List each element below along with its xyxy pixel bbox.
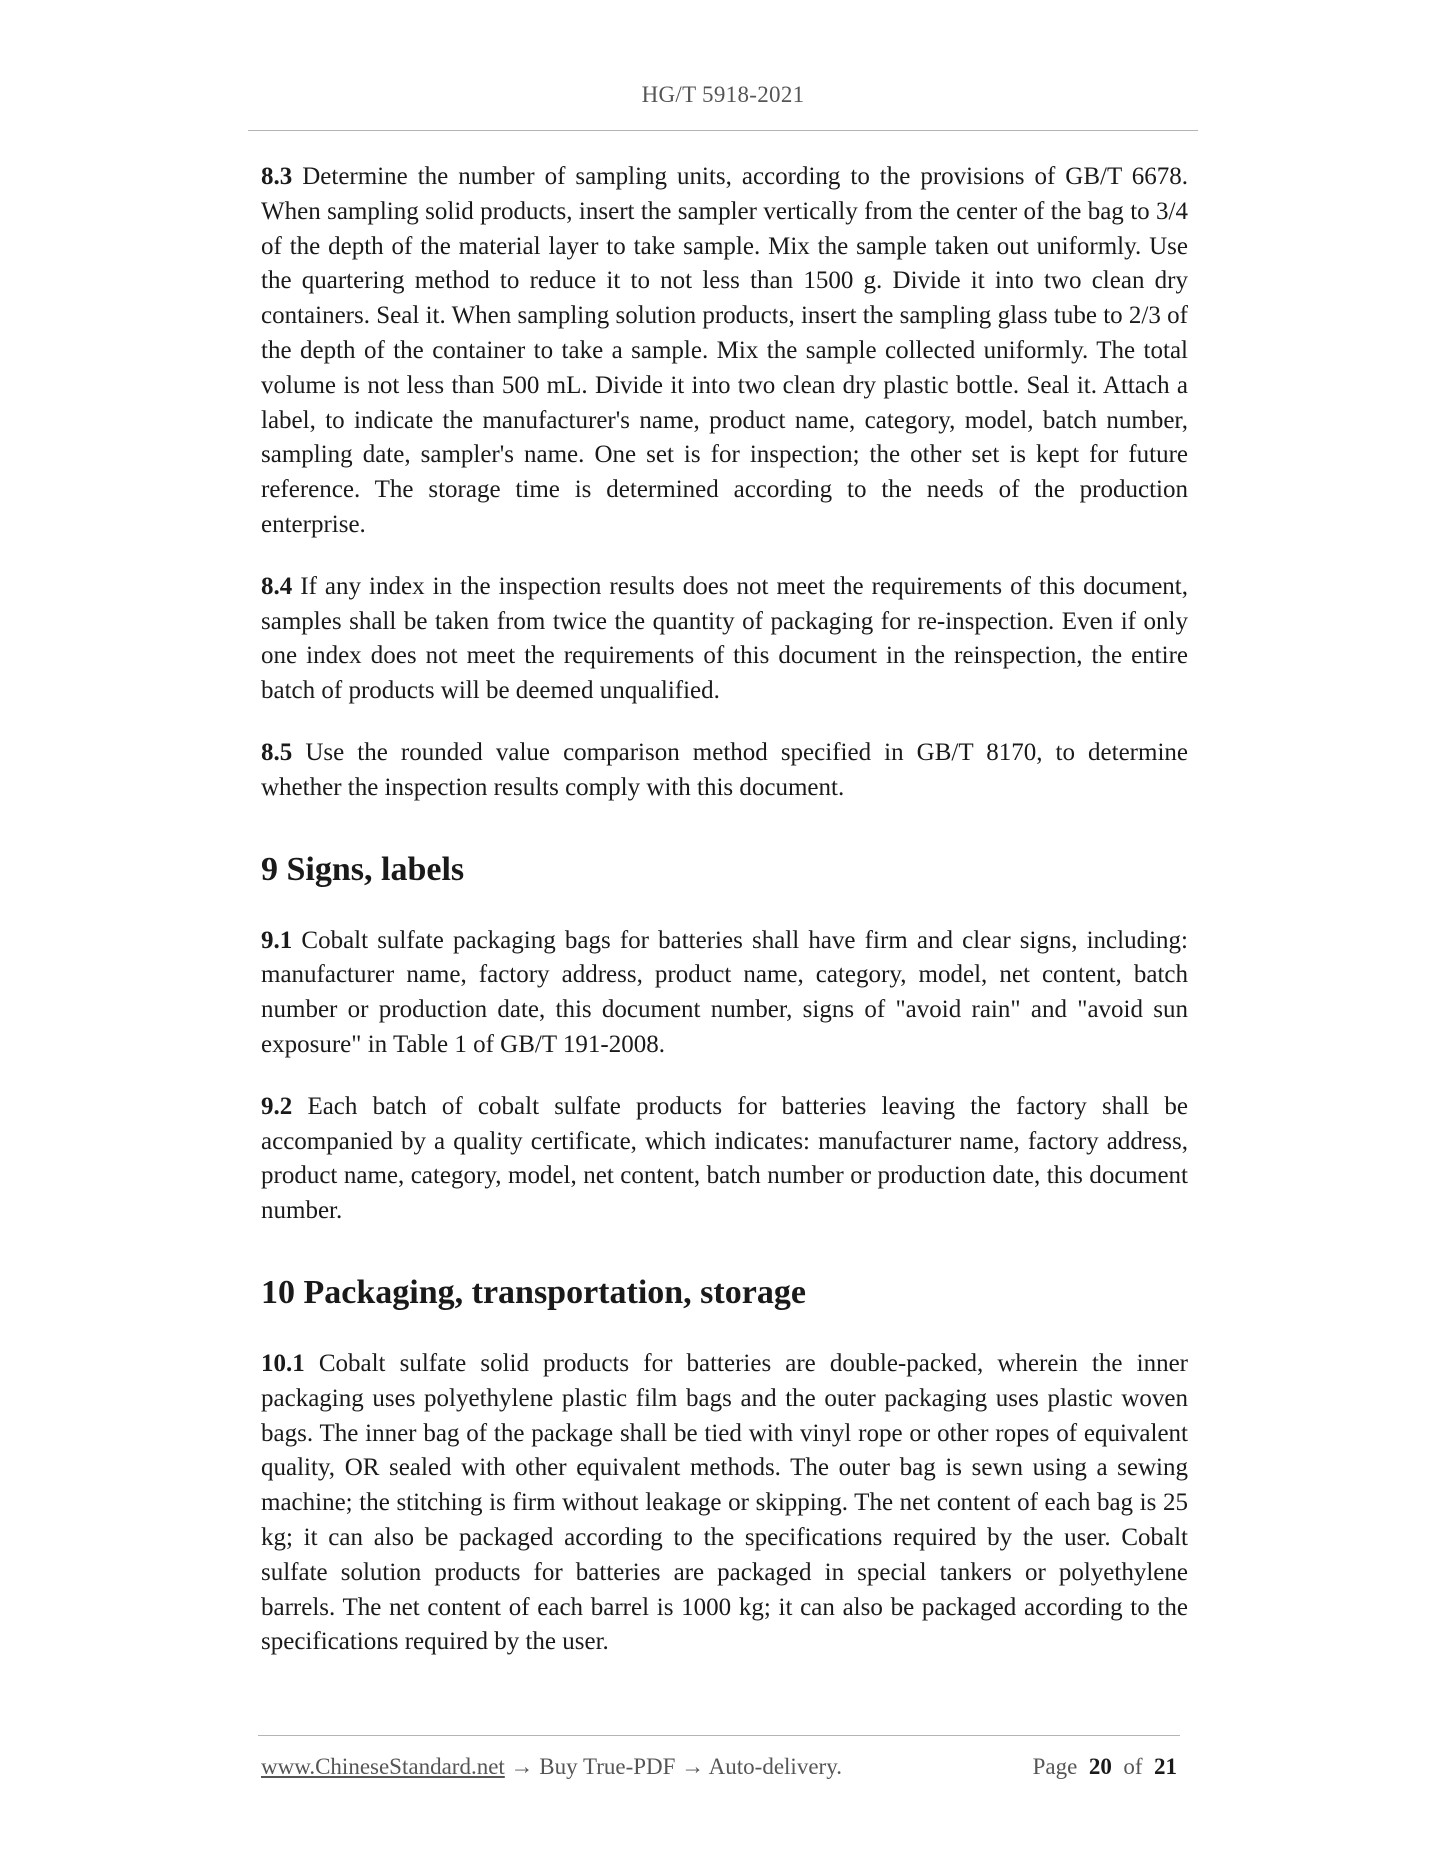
section-heading-10: 10 Packaging, transportation, storage <box>261 1273 806 1311</box>
clause-text: If any index in the inspection results does not meet the requirements of this document, samples shall be taken from twice the quantity of packaging for re-inspection. Even if only one index does not meet the requirements of this document in the reinspection, the entire batch of products will be deemed unqualified. <box>261 572 1188 705</box>
clause-9-1 <box>261 924 1188 1063</box>
site-link[interactable]: www.ChineseStandard.net <box>261 1754 505 1779</box>
section-heading-9: 9 Signs, labels <box>261 850 465 888</box>
clause-number: 10.1 <box>261 1349 305 1377</box>
clause-number: 8.5 <box>261 738 293 766</box>
clause-text: Cobalt sulfate solid products for batteries are double-packed, wherein the inner packaging uses polyethylene plastic film bags and the outer packaging uses plastic woven bags. The inner bag of the package shall be tied with vinyl rope or other ropes of equivalent quality, OR sealed with other equivalent methods. The outer bag is sewn using a sewing machine; the stitching is firm without leakage or skipping. The net content of each bag is 25 kg; it can also be packaged according to the specifications required by the user. Cobalt sulfate solution products for batteries are packaged in special tankers or polyethylene barrels. The net content of each barrel is 1000 kg; it can also be packaged according to the specifications required by the user. <box>261 1349 1188 1656</box>
clause-text: Use the rounded value comparison method specified in GB/T 8170, to determine whether the inspection results comply with this document. <box>261 738 1188 801</box>
footer-divider <box>258 1735 1180 1736</box>
document-code-header: HG/T 5918-2021 <box>641 82 805 107</box>
clause-9-2 <box>261 1090 1188 1229</box>
clause-8-3 <box>261 160 1188 543</box>
header-divider <box>248 130 1198 131</box>
footer-links <box>261 1754 842 1780</box>
clause-8-4 <box>261 570 1188 709</box>
arrow-icon: → <box>675 1754 709 1779</box>
clause-number: 8.4 <box>261 572 293 600</box>
clause-number: 9.1 <box>261 926 293 954</box>
page-indicator <box>1033 1754 1177 1780</box>
clause-10-1 <box>261 1347 1188 1660</box>
clause-text: Determine the number of sampling units, according to the provisions of GB/T 6678. When sampling solid products, insert the sampler vertically from the center of the bag to 3/4 of the depth of the material layer to take sample. Mix the sample taken out uniformly. Use the quartering method to reduce it to not less than 1500 g. Divide it into two clean dry containers. Seal it. When sampling solution products, insert the sampling glass tube to 2/3 of the depth of the container to take a sample. Mix the sample collected uniformly. The total volume is not less than 500 mL. Divide it into two clean dry plastic bottle. Seal it. Attach a label, to indicate the manufacturer's name, product name, category, model, batch number, sampling date, sampler's name. One set is for inspection; the other set is kept for future reference. The storage time is determined according to the needs of the production enterprise. <box>261 163 1188 538</box>
clause-number: 8.3 <box>261 163 293 190</box>
page-total: 21 <box>1154 1754 1177 1779</box>
page-number: 20 <box>1088 1754 1112 1779</box>
clause-text: Cobalt sulfate packaging bags for batteries shall have firm and clear signs, including: manufacturer name, factory address, product name, category, model, net content, batch number or production date, this document number, signs of "avoid rain" and "avoid sun exposure" in Table 1 of GB/T 191-2008. <box>261 926 1188 1058</box>
clause-text: Each batch of cobalt sulfate products for batteries leaving the factory shall be accompanied by a quality certificate, which indicates: manufacturer name, factory address, product name, category, model, net content, batch number or production date, this document number. <box>261 1092 1188 1225</box>
page-label: Page <box>1032 1754 1078 1779</box>
clause-number: 9.2 <box>261 1092 293 1120</box>
page-body <box>261 160 1188 1687</box>
arrow-icon: → <box>504 1754 540 1779</box>
of-label: of <box>1123 1754 1143 1779</box>
buy-pdf-text: Buy True-PDF <box>539 1754 676 1779</box>
auto-delivery-text: Auto-delivery. <box>708 1754 842 1779</box>
clause-8-5 <box>261 736 1188 806</box>
